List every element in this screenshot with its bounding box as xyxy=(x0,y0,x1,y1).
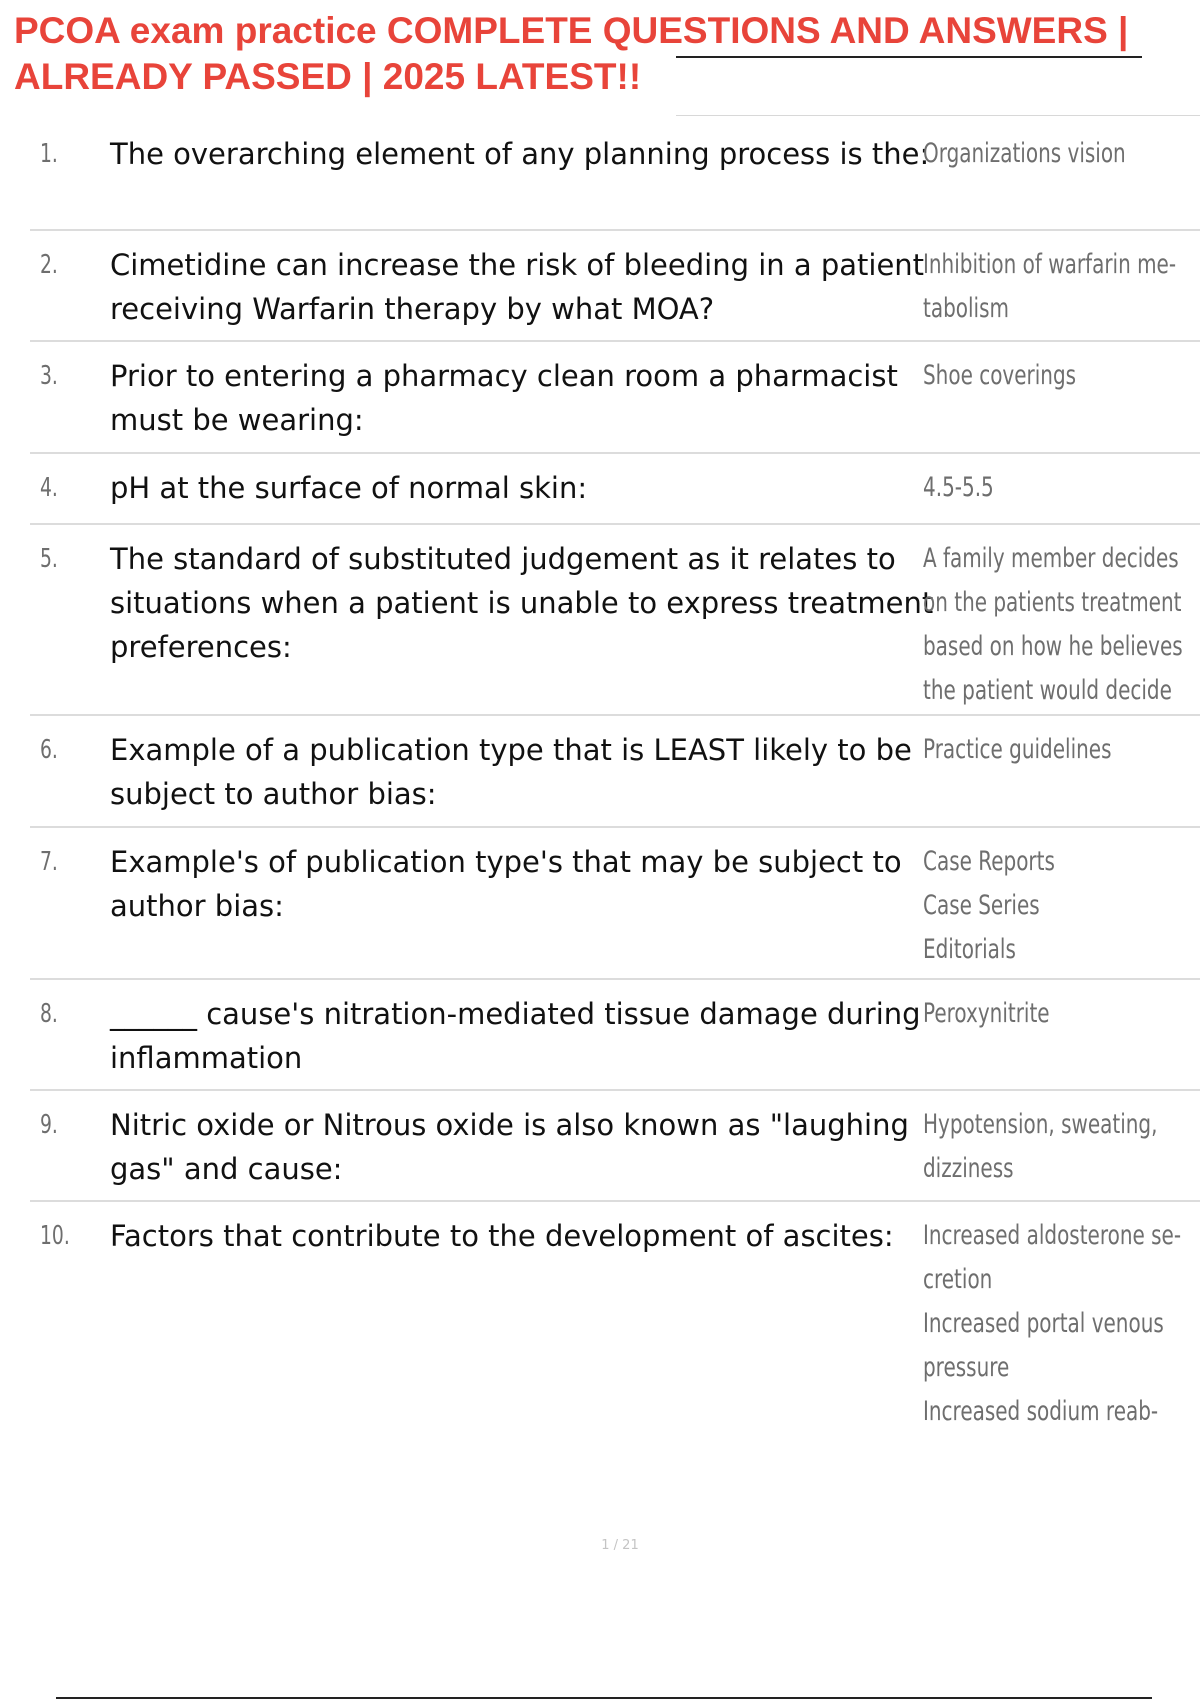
answer-text xyxy=(923,132,1200,176)
answer-line: Inhibition of warfarin me- xyxy=(923,249,1177,280)
qa-row xyxy=(30,120,1200,231)
answer-line: 4.5-5.5 xyxy=(923,472,994,503)
document-title xyxy=(14,8,1174,100)
answer-line: Increased sodium reab- xyxy=(923,1396,1159,1427)
page-number: 1 / 21 xyxy=(601,1538,639,1553)
answer-text xyxy=(923,728,1200,772)
question-number: 8. xyxy=(40,999,58,1029)
answer-line: Organizations vision xyxy=(923,138,1126,169)
question-number: 7. xyxy=(40,847,58,877)
answer-line: Case Reports xyxy=(923,846,1055,877)
question-number: 6. xyxy=(40,735,58,765)
answer-line: Case Series xyxy=(923,890,1040,921)
answer-line: the patient would decide xyxy=(923,675,1172,706)
title-underline xyxy=(676,56,1142,58)
question-number: 5. xyxy=(40,544,58,574)
question-text: Example of a publication type that is LEAST likely to be subject to author bias: xyxy=(110,733,912,811)
answer-line: Increased aldosterone se- xyxy=(923,1220,1182,1251)
question-text: ______ cause's nitration-mediated tissue damage during inflammation xyxy=(110,997,921,1075)
question-number: 4. xyxy=(40,473,58,503)
answer-text xyxy=(923,537,1200,713)
qa-row xyxy=(30,980,1200,1091)
question-text: Factors that contribute to the development of ascites: xyxy=(110,1219,894,1253)
question-text: The standard of substituted judgement as it relates to situations when a patient is unable to express treatment preferences: xyxy=(110,542,934,664)
answer-line: cretion xyxy=(923,1264,993,1295)
answer-text xyxy=(923,466,1200,510)
answer-line: on the patients treatment xyxy=(923,587,1182,618)
question-number: 9. xyxy=(40,1110,58,1140)
answer-text xyxy=(923,840,1200,972)
qa-row xyxy=(30,231,1200,342)
question-number: 10. xyxy=(40,1221,70,1251)
question-number: 2. xyxy=(40,250,58,280)
question-text: Nitric oxide or Nitrous oxide is also known as "laughing gas" and cause: xyxy=(110,1108,909,1186)
answer-text xyxy=(923,1214,1200,1434)
qa-row xyxy=(30,1202,1200,1427)
answer-text xyxy=(923,992,1200,1036)
answer-line: tabolism xyxy=(923,293,1009,324)
question-text: Cimetidine can increase the risk of bleeding in a patient receiving Warfarin therapy by what MOA? xyxy=(110,248,925,326)
question-number: 1. xyxy=(40,139,58,169)
title-divider xyxy=(676,115,1200,116)
answer-line: Editorials xyxy=(923,934,1016,965)
qa-row xyxy=(30,1091,1200,1202)
answer-line: Practice guidelines xyxy=(923,734,1112,765)
qa-row xyxy=(30,716,1200,828)
qa-row xyxy=(30,525,1200,716)
qa-row xyxy=(30,454,1200,525)
answer-line: A family member decides xyxy=(923,543,1179,574)
answer-text xyxy=(923,1103,1200,1191)
answer-line: based on how he believes xyxy=(923,631,1183,662)
qa-row xyxy=(30,342,1200,454)
question-text: The overarching element of any planning process is the: xyxy=(110,137,930,171)
answer-line: Increased portal venous xyxy=(923,1308,1164,1339)
answer-text xyxy=(923,354,1200,398)
answer-line: dizziness xyxy=(923,1153,1014,1184)
answer-line: pressure xyxy=(923,1352,1010,1383)
answer-text xyxy=(923,243,1200,331)
title-line-2: ALREADY PASSED | 2025 LATEST!! xyxy=(14,56,642,97)
qa-row xyxy=(30,828,1200,980)
answer-line: Shoe coverings xyxy=(923,360,1077,391)
page-bottom-rule xyxy=(56,1697,1152,1699)
question-answer-list xyxy=(30,120,1200,1427)
question-text: Example's of publication type's that may be subject to author bias: xyxy=(110,845,902,923)
question-number: 3. xyxy=(40,361,58,391)
answer-line: Peroxynitrite xyxy=(923,998,1050,1029)
question-text: pH at the surface of normal skin: xyxy=(110,471,588,505)
title-line-1: PCOA exam practice COMPLETE QUESTIONS AND ANSWERS | xyxy=(14,10,1129,51)
question-text: Prior to entering a pharmacy clean room a pharmacist must be wearing: xyxy=(110,359,898,437)
answer-line: Hypotension, sweating, xyxy=(923,1109,1158,1140)
